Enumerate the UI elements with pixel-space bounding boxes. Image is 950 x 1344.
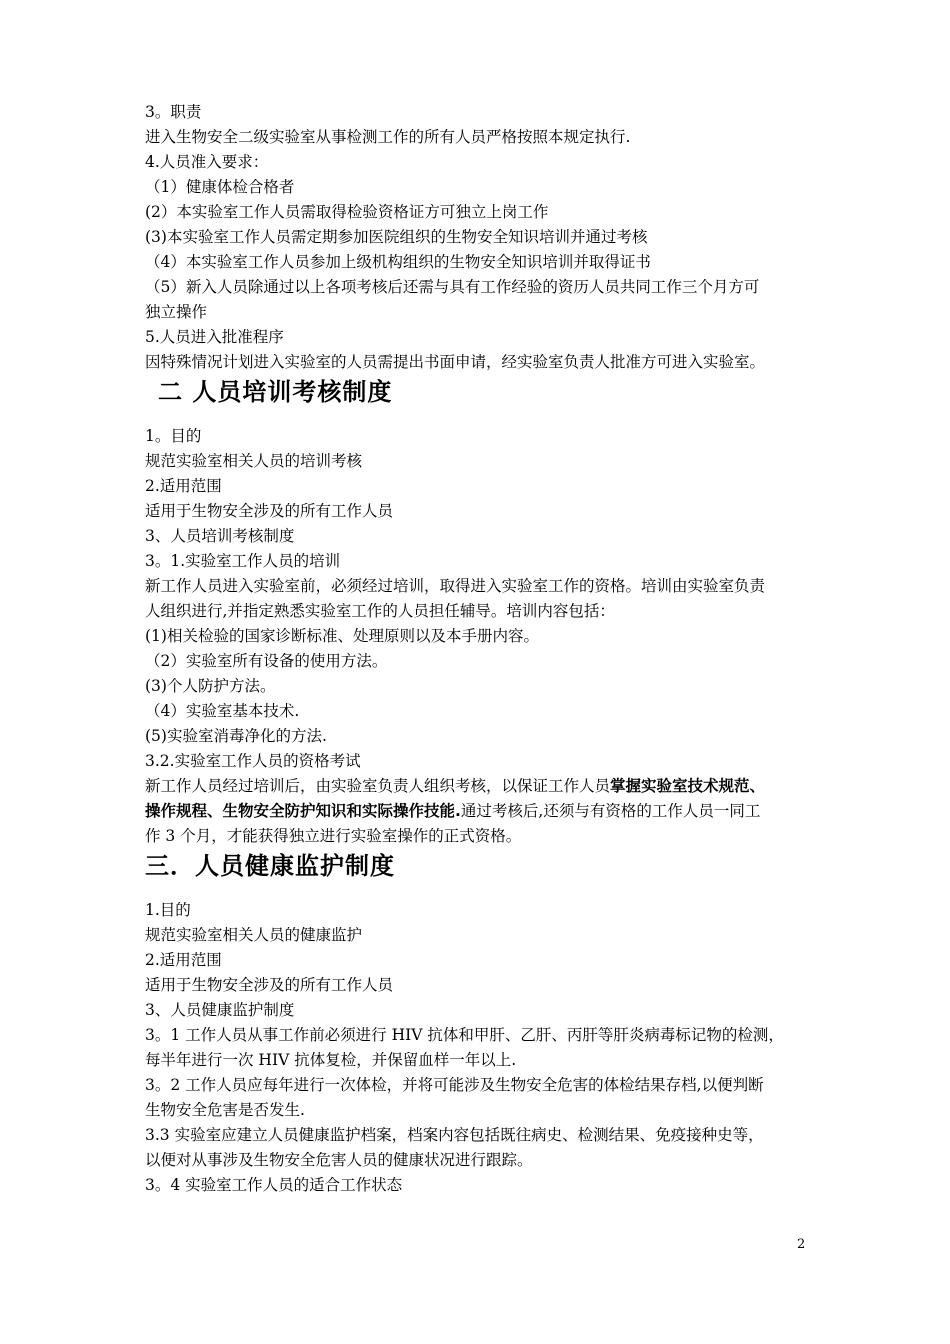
paragraph-line: 3.3 实验室应建立人员健康监护档案，档案内容包括既往病史、检测结果、免疫接种史等， <box>145 1126 764 1144</box>
paragraph-line: （5）新入人员除通过以上各项考核后还需与具有工作经验的资历人员共同工作三个月方可 <box>145 278 760 296</box>
paragraph-line: 1。目的 <box>145 427 202 445</box>
paragraph-line: 进入生物安全二级实验室从事检测工作的所有人员严格按照本规定执行. <box>145 128 631 146</box>
paragraph-line: 1.目的 <box>145 901 191 919</box>
paragraph-line: (5)实验室消毒净化的方法. <box>145 727 327 745</box>
paragraph-line: 每半年进行一次 HIV 抗体复检，并保留血样一年以上. <box>145 1051 517 1069</box>
paragraph-line: 3.2.实验室工作人员的资格考试 <box>145 752 361 770</box>
paragraph-line: 规范实验室相关人员的培训考核 <box>145 452 363 470</box>
paragraph-line: 因特殊情况计划进入实验室的人员需提出书面申请，经实验室负责人批准方可进入实验室。 <box>145 353 766 371</box>
page-number: 2 <box>797 1237 806 1252</box>
paragraph-line: 3。1 工作人员从事工作前必须进行 HIV 抗体和甲肝、乙肝、丙肝等肝炎病毒标记物的检测， <box>145 1026 784 1044</box>
paragraph-line: 3。4 实验室工作人员的适合工作状态 <box>145 1176 403 1194</box>
paragraph-line: (2）本实验室工作人员需取得检验资格证方可独立上岗工作 <box>145 203 549 221</box>
paragraph-line: 生物安全危害是否发生. <box>145 1101 305 1119</box>
paragraph-line: (3)本实验室工作人员需定期参加医院组织的生物安全知识培训并通过考核 <box>145 228 648 246</box>
paragraph-text: 新工作人员经过培训后，由实验室负责人组织考核，以保证工作人员 <box>145 777 611 795</box>
paragraph-line: 4.人员准入要求： <box>145 153 269 171</box>
paragraph-line: 3。2 工作人员应每年进行一次体检，并将可能涉及生物安全危害的体检结果存档,以便判断 <box>145 1076 764 1094</box>
paragraph-line: 3、人员健康监护制度 <box>145 1001 295 1019</box>
paragraph-line: 3。职责 <box>145 103 202 121</box>
paragraph-line: 人组织进行,并指定熟悉实验室工作的人员担任辅导。培训内容包括： <box>145 602 615 620</box>
paragraph-line: 2.适用范围 <box>145 951 222 969</box>
paragraph-line: 以便对从事涉及生物安全危害人员的健康状况进行跟踪。 <box>145 1151 533 1169</box>
paragraph-line: （2）实验室所有设备的使用方法。 <box>145 652 388 670</box>
paragraph-line: 规范实验室相关人员的健康监护 <box>145 926 363 944</box>
paragraph-line: 独立操作 <box>145 303 208 321</box>
emphasis-text: 操作规程、生物安全防护知识和实际操作技能. <box>145 802 461 820</box>
paragraph-text: 通过考核后,还须与有资格的工作人员一同工 <box>460 802 761 820</box>
emphasis-text: 掌握实验室技术规范、 <box>610 777 766 795</box>
paragraph-line: 5.人员进入批准程序 <box>145 328 284 346</box>
paragraph-line: 适用于生物安全涉及的所有工作人员 <box>145 502 394 520</box>
paragraph-line <box>145 774 815 799</box>
paragraph-line: (1)相关检验的国家诊断标准、处理原则以及本手册内容。 <box>145 627 539 645</box>
paragraph-line: 2.适用范围 <box>145 477 222 495</box>
section-heading-training: 二 人员培训考核制度 <box>158 378 393 406</box>
paragraph-line: （4）本实验室工作人员参加上级机构组织的生物安全知识培训并取得证书 <box>145 253 651 271</box>
paragraph-line: （4）实验室基本技术. <box>145 702 300 720</box>
paragraph-line: 3、人员培训考核制度 <box>145 527 295 545</box>
paragraph-line: 作 3 个月，才能获得独立进行实验室操作的正式资格。 <box>145 827 522 845</box>
paragraph-line: 适用于生物安全涉及的所有工作人员 <box>145 976 394 994</box>
paragraph-line: 3。1.实验室工作人员的培训 <box>145 552 341 570</box>
paragraph-line <box>145 799 815 824</box>
paragraph-line: (3)个人防护方法。 <box>145 677 276 695</box>
section-heading-health: 三．人员健康监护制度 <box>145 852 395 880</box>
paragraph-line: （1）健康体检合格者 <box>145 178 295 196</box>
paragraph-line: 新工作人员进入实验室前，必须经过培训，取得进入实验室工作的资格。培训由实验室负责 <box>145 577 766 595</box>
